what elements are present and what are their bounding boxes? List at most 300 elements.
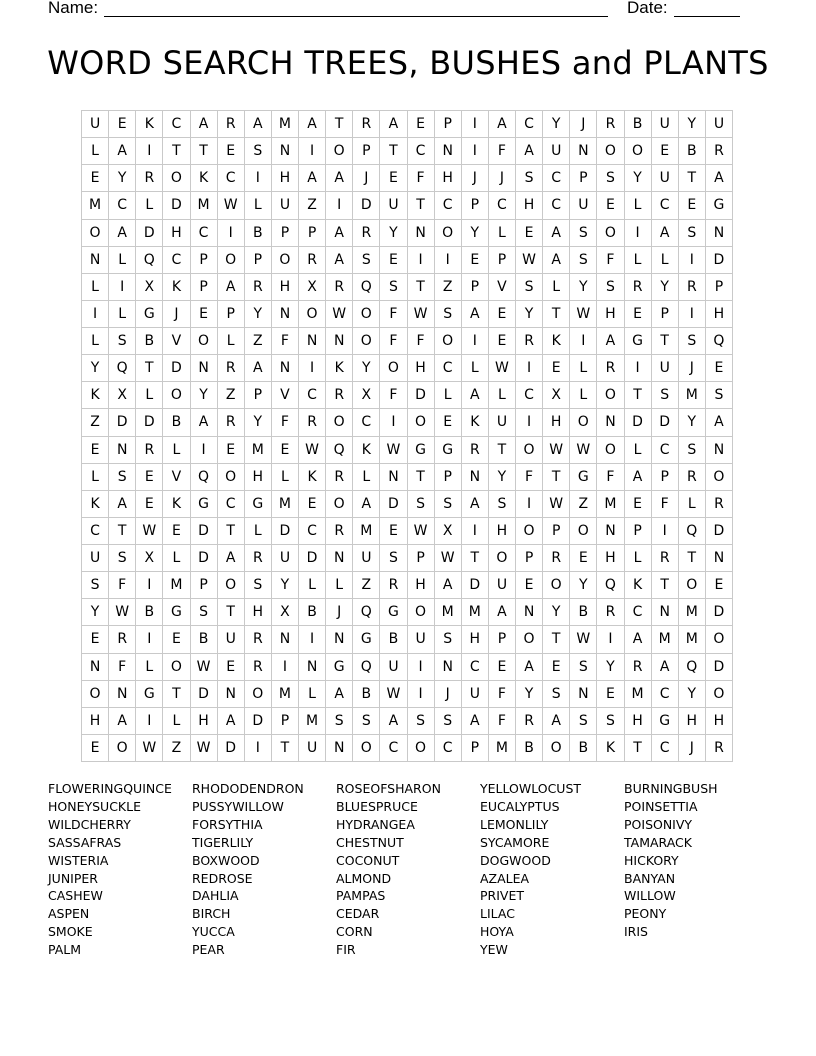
grid-cell[interactable]: N [570, 681, 597, 708]
grid-cell[interactable]: S [679, 437, 706, 464]
grid-cell[interactable]: W [570, 437, 597, 464]
grid-cell[interactable]: P [625, 518, 652, 545]
grid-cell[interactable]: M [272, 491, 299, 518]
grid-cell[interactable]: F [489, 138, 516, 165]
grid-cell[interactable]: M [652, 626, 679, 653]
grid-cell[interactable]: Q [353, 654, 380, 681]
grid-cell[interactable]: W [326, 301, 353, 328]
grid-cell[interactable]: A [299, 165, 326, 192]
grid-cell[interactable]: J [435, 681, 462, 708]
grid-cell[interactable]: U [570, 192, 597, 219]
grid-cell[interactable]: I [516, 355, 543, 382]
grid-cell[interactable]: P [543, 518, 570, 545]
grid-cell[interactable]: O [299, 301, 326, 328]
grid-cell[interactable]: N [272, 355, 299, 382]
grid-cell[interactable]: L [299, 681, 326, 708]
grid-cell[interactable]: A [652, 654, 679, 681]
grid-cell[interactable]: A [462, 491, 489, 518]
grid-cell[interactable]: E [570, 545, 597, 572]
grid-cell[interactable]: G [136, 301, 163, 328]
grid-cell[interactable]: S [570, 654, 597, 681]
grid-cell[interactable]: E [489, 654, 516, 681]
grid-cell[interactable]: R [353, 111, 380, 138]
date-field[interactable] [674, 16, 740, 17]
grid-cell[interactable]: E [679, 192, 706, 219]
grid-cell[interactable]: I [435, 247, 462, 274]
grid-cell[interactable]: W [570, 301, 597, 328]
grid-cell[interactable]: E [597, 681, 624, 708]
grid-cell[interactable]: W [136, 735, 163, 762]
grid-cell[interactable]: O [706, 464, 733, 491]
grid-cell[interactable]: A [597, 328, 624, 355]
grid-cell[interactable]: C [299, 518, 326, 545]
grid-cell[interactable]: I [218, 220, 245, 247]
grid-cell[interactable]: K [597, 735, 624, 762]
grid-cell[interactable]: J [353, 165, 380, 192]
grid-cell[interactable]: S [679, 220, 706, 247]
grid-cell[interactable]: O [625, 138, 652, 165]
grid-cell[interactable]: D [245, 708, 272, 735]
grid-cell[interactable]: B [191, 626, 218, 653]
grid-cell[interactable]: E [109, 111, 136, 138]
grid-cell[interactable]: T [652, 328, 679, 355]
grid-cell[interactable]: M [625, 681, 652, 708]
grid-cell[interactable]: K [625, 572, 652, 599]
grid-cell[interactable]: C [516, 111, 543, 138]
grid-cell[interactable]: B [299, 599, 326, 626]
grid-cell[interactable]: N [706, 220, 733, 247]
grid-cell[interactable]: U [218, 626, 245, 653]
grid-cell[interactable]: D [191, 681, 218, 708]
grid-cell[interactable]: D [163, 355, 190, 382]
grid-cell[interactable]: O [543, 572, 570, 599]
grid-cell[interactable]: E [706, 355, 733, 382]
grid-cell[interactable]: Y [570, 274, 597, 301]
grid-cell[interactable]: A [435, 572, 462, 599]
grid-cell[interactable]: R [245, 626, 272, 653]
grid-cell[interactable]: W [516, 247, 543, 274]
grid-cell[interactable]: I [408, 681, 435, 708]
grid-cell[interactable]: V [163, 328, 190, 355]
grid-cell[interactable]: O [408, 409, 435, 436]
grid-cell[interactable]: T [625, 735, 652, 762]
grid-cell[interactable]: E [380, 518, 407, 545]
grid-cell[interactable]: S [109, 464, 136, 491]
grid-cell[interactable]: D [353, 192, 380, 219]
grid-cell[interactable]: R [679, 274, 706, 301]
grid-cell[interactable]: O [597, 138, 624, 165]
grid-cell[interactable]: C [163, 247, 190, 274]
grid-cell[interactable]: H [597, 545, 624, 572]
grid-cell[interactable]: I [245, 165, 272, 192]
grid-cell[interactable]: M [679, 626, 706, 653]
grid-cell[interactable]: L [625, 247, 652, 274]
grid-cell[interactable]: Q [597, 572, 624, 599]
grid-cell[interactable]: C [218, 165, 245, 192]
grid-cell[interactable]: M [435, 599, 462, 626]
grid-cell[interactable]: O [435, 220, 462, 247]
grid-cell[interactable]: G [380, 599, 407, 626]
grid-cell[interactable]: A [652, 220, 679, 247]
grid-cell[interactable]: Y [489, 464, 516, 491]
grid-cell[interactable]: E [625, 301, 652, 328]
grid-cell[interactable]: Q [191, 464, 218, 491]
grid-cell[interactable]: F [408, 328, 435, 355]
grid-cell[interactable]: E [380, 247, 407, 274]
grid-cell[interactable]: P [191, 572, 218, 599]
grid-cell[interactable]: A [299, 111, 326, 138]
grid-cell[interactable]: R [543, 545, 570, 572]
grid-cell[interactable]: E [163, 626, 190, 653]
grid-cell[interactable]: O [570, 518, 597, 545]
grid-cell[interactable]: E [191, 301, 218, 328]
grid-cell[interactable]: D [652, 409, 679, 436]
grid-cell[interactable]: D [191, 545, 218, 572]
grid-cell[interactable]: S [652, 382, 679, 409]
grid-cell[interactable]: E [272, 437, 299, 464]
grid-cell[interactable]: I [136, 138, 163, 165]
grid-cell[interactable]: T [652, 572, 679, 599]
grid-cell[interactable]: W [408, 518, 435, 545]
grid-cell[interactable]: O [543, 735, 570, 762]
grid-cell[interactable]: R [136, 437, 163, 464]
grid-cell[interactable]: R [679, 464, 706, 491]
grid-cell[interactable]: U [543, 138, 570, 165]
grid-cell[interactable]: Z [353, 572, 380, 599]
grid-cell[interactable]: J [462, 165, 489, 192]
grid-cell[interactable]: A [245, 355, 272, 382]
grid-cell[interactable]: P [706, 274, 733, 301]
grid-cell[interactable]: F [597, 247, 624, 274]
grid-cell[interactable]: B [380, 626, 407, 653]
grid-cell[interactable]: O [353, 735, 380, 762]
grid-cell[interactable]: W [408, 301, 435, 328]
grid-cell[interactable]: I [299, 626, 326, 653]
grid-cell[interactable]: I [136, 572, 163, 599]
grid-cell[interactable]: I [679, 247, 706, 274]
grid-cell[interactable]: H [245, 599, 272, 626]
grid-cell[interactable]: Q [326, 437, 353, 464]
grid-cell[interactable]: I [272, 654, 299, 681]
grid-cell[interactable]: U [82, 111, 109, 138]
grid-cell[interactable]: A [543, 247, 570, 274]
grid-cell[interactable]: N [435, 654, 462, 681]
grid-cell[interactable]: N [706, 545, 733, 572]
grid-cell[interactable]: P [245, 247, 272, 274]
grid-cell[interactable]: O [353, 328, 380, 355]
grid-cell[interactable]: O [82, 681, 109, 708]
grid-cell[interactable]: Y [597, 654, 624, 681]
grid-cell[interactable]: L [82, 464, 109, 491]
grid-cell[interactable]: B [516, 735, 543, 762]
grid-cell[interactable]: T [380, 138, 407, 165]
grid-cell[interactable]: O [218, 464, 245, 491]
grid-cell[interactable]: E [516, 220, 543, 247]
grid-cell[interactable]: E [136, 464, 163, 491]
grid-cell[interactable]: I [326, 192, 353, 219]
grid-cell[interactable]: A [109, 708, 136, 735]
grid-cell[interactable]: F [489, 708, 516, 735]
grid-cell[interactable]: N [272, 138, 299, 165]
grid-cell[interactable]: E [489, 328, 516, 355]
grid-cell[interactable]: E [380, 165, 407, 192]
grid-cell[interactable]: M [191, 192, 218, 219]
grid-cell[interactable]: W [543, 491, 570, 518]
grid-cell[interactable]: O [489, 545, 516, 572]
grid-cell[interactable]: M [489, 735, 516, 762]
grid-cell[interactable]: K [543, 328, 570, 355]
grid-cell[interactable]: Y [82, 355, 109, 382]
grid-cell[interactable]: S [408, 708, 435, 735]
grid-cell[interactable]: S [245, 572, 272, 599]
grid-cell[interactable]: Q [679, 654, 706, 681]
grid-cell[interactable]: X [109, 382, 136, 409]
grid-cell[interactable]: X [435, 518, 462, 545]
grid-cell[interactable]: P [191, 247, 218, 274]
grid-cell[interactable]: R [326, 518, 353, 545]
grid-cell[interactable]: I [136, 626, 163, 653]
grid-cell[interactable]: U [652, 165, 679, 192]
grid-cell[interactable]: B [353, 681, 380, 708]
grid-cell[interactable]: Y [679, 409, 706, 436]
grid-cell[interactable]: R [326, 464, 353, 491]
grid-cell[interactable]: N [109, 437, 136, 464]
grid-cell[interactable]: X [136, 274, 163, 301]
grid-cell[interactable]: D [706, 518, 733, 545]
grid-cell[interactable]: P [408, 545, 435, 572]
grid-cell[interactable]: R [245, 274, 272, 301]
grid-cell[interactable]: D [191, 518, 218, 545]
grid-cell[interactable]: A [109, 138, 136, 165]
grid-cell[interactable]: M [462, 599, 489, 626]
grid-cell[interactable]: A [326, 681, 353, 708]
grid-cell[interactable]: U [706, 111, 733, 138]
grid-cell[interactable]: C [218, 491, 245, 518]
grid-cell[interactable]: Z [163, 735, 190, 762]
grid-cell[interactable]: H [679, 708, 706, 735]
grid-cell[interactable]: A [109, 491, 136, 518]
grid-cell[interactable]: I [380, 409, 407, 436]
grid-cell[interactable]: N [326, 328, 353, 355]
grid-cell[interactable]: A [109, 220, 136, 247]
grid-cell[interactable]: O [163, 654, 190, 681]
grid-cell[interactable]: C [82, 518, 109, 545]
grid-cell[interactable]: C [652, 192, 679, 219]
grid-cell[interactable]: C [435, 192, 462, 219]
grid-cell[interactable]: R [245, 654, 272, 681]
grid-cell[interactable]: E [218, 437, 245, 464]
grid-cell[interactable]: A [516, 138, 543, 165]
grid-cell[interactable]: X [136, 545, 163, 572]
grid-cell[interactable]: I [191, 437, 218, 464]
grid-cell[interactable]: W [489, 355, 516, 382]
grid-cell[interactable]: O [435, 328, 462, 355]
grid-cell[interactable]: R [597, 599, 624, 626]
grid-cell[interactable]: O [706, 681, 733, 708]
grid-cell[interactable]: O [597, 220, 624, 247]
grid-cell[interactable]: H [272, 274, 299, 301]
grid-cell[interactable]: O [597, 437, 624, 464]
grid-cell[interactable]: D [163, 192, 190, 219]
grid-cell[interactable]: S [326, 708, 353, 735]
grid-cell[interactable]: N [299, 654, 326, 681]
grid-cell[interactable]: H [163, 220, 190, 247]
grid-cell[interactable]: L [625, 437, 652, 464]
grid-cell[interactable]: H [597, 301, 624, 328]
grid-cell[interactable]: Y [353, 355, 380, 382]
grid-cell[interactable]: T [408, 192, 435, 219]
grid-cell[interactable]: T [109, 518, 136, 545]
grid-cell[interactable]: E [489, 301, 516, 328]
grid-cell[interactable]: S [353, 708, 380, 735]
grid-cell[interactable]: B [136, 599, 163, 626]
grid-cell[interactable]: R [652, 545, 679, 572]
grid-cell[interactable]: O [353, 301, 380, 328]
grid-cell[interactable]: M [679, 382, 706, 409]
grid-cell[interactable]: O [326, 138, 353, 165]
grid-cell[interactable]: C [462, 654, 489, 681]
grid-cell[interactable]: W [435, 545, 462, 572]
grid-cell[interactable]: H [191, 708, 218, 735]
grid-cell[interactable]: M [597, 491, 624, 518]
grid-cell[interactable]: M [353, 518, 380, 545]
grid-cell[interactable]: F [380, 301, 407, 328]
grid-cell[interactable]: F [516, 464, 543, 491]
grid-cell[interactable]: E [543, 654, 570, 681]
grid-cell[interactable]: N [272, 626, 299, 653]
grid-cell[interactable]: U [299, 735, 326, 762]
grid-cell[interactable]: L [652, 247, 679, 274]
grid-cell[interactable]: E [82, 165, 109, 192]
grid-cell[interactable]: Q [353, 274, 380, 301]
grid-cell[interactable]: D [380, 491, 407, 518]
grid-cell[interactable]: I [462, 138, 489, 165]
grid-cell[interactable]: L [163, 437, 190, 464]
grid-cell[interactable]: J [489, 165, 516, 192]
grid-cell[interactable]: G [435, 437, 462, 464]
grid-cell[interactable]: U [489, 572, 516, 599]
grid-cell[interactable]: N [326, 545, 353, 572]
grid-cell[interactable]: C [299, 382, 326, 409]
grid-cell[interactable]: R [516, 708, 543, 735]
grid-cell[interactable]: U [652, 111, 679, 138]
grid-cell[interactable]: G [136, 681, 163, 708]
grid-cell[interactable]: B [245, 220, 272, 247]
grid-cell[interactable]: B [679, 138, 706, 165]
grid-cell[interactable]: S [109, 328, 136, 355]
grid-cell[interactable]: A [516, 654, 543, 681]
grid-cell[interactable]: P [353, 138, 380, 165]
grid-cell[interactable]: F [489, 681, 516, 708]
grid-cell[interactable]: K [326, 355, 353, 382]
grid-cell[interactable]: F [272, 328, 299, 355]
grid-cell[interactable]: R [299, 247, 326, 274]
grid-cell[interactable]: E [543, 355, 570, 382]
grid-cell[interactable]: D [299, 545, 326, 572]
grid-cell[interactable]: E [462, 247, 489, 274]
grid-cell[interactable]: F [380, 328, 407, 355]
grid-cell[interactable]: C [543, 192, 570, 219]
grid-cell[interactable]: S [516, 274, 543, 301]
grid-cell[interactable]: H [408, 355, 435, 382]
grid-cell[interactable]: O [408, 599, 435, 626]
grid-cell[interactable]: C [109, 192, 136, 219]
grid-cell[interactable]: U [272, 192, 299, 219]
grid-cell[interactable]: K [353, 437, 380, 464]
grid-cell[interactable]: A [191, 409, 218, 436]
grid-cell[interactable]: I [299, 355, 326, 382]
grid-cell[interactable]: R [706, 138, 733, 165]
grid-cell[interactable]: E [299, 491, 326, 518]
grid-cell[interactable]: T [191, 138, 218, 165]
grid-cell[interactable]: N [408, 220, 435, 247]
grid-cell[interactable]: F [597, 464, 624, 491]
grid-cell[interactable]: L [218, 328, 245, 355]
grid-cell[interactable]: A [489, 599, 516, 626]
grid-cell[interactable]: E [516, 572, 543, 599]
grid-cell[interactable]: L [245, 518, 272, 545]
grid-cell[interactable]: G [353, 626, 380, 653]
grid-cell[interactable]: O [516, 518, 543, 545]
grid-cell[interactable]: I [516, 491, 543, 518]
grid-cell[interactable]: Q [679, 518, 706, 545]
grid-cell[interactable]: U [380, 654, 407, 681]
grid-cell[interactable]: J [570, 111, 597, 138]
grid-cell[interactable]: L [299, 572, 326, 599]
grid-cell[interactable]: Y [245, 301, 272, 328]
grid-cell[interactable]: C [353, 409, 380, 436]
grid-cell[interactable]: C [380, 735, 407, 762]
grid-cell[interactable]: W [570, 626, 597, 653]
grid-cell[interactable]: T [163, 138, 190, 165]
grid-cell[interactable]: O [679, 572, 706, 599]
grid-cell[interactable]: T [543, 464, 570, 491]
grid-cell[interactable]: V [489, 274, 516, 301]
grid-cell[interactable]: Q [136, 247, 163, 274]
grid-cell[interactable]: E [408, 111, 435, 138]
grid-cell[interactable]: H [82, 708, 109, 735]
grid-cell[interactable]: R [218, 111, 245, 138]
grid-cell[interactable]: I [462, 518, 489, 545]
grid-cell[interactable]: T [543, 301, 570, 328]
grid-cell[interactable]: I [299, 138, 326, 165]
grid-cell[interactable]: D [462, 572, 489, 599]
grid-cell[interactable]: I [679, 301, 706, 328]
grid-cell[interactable]: X [543, 382, 570, 409]
grid-cell[interactable]: D [706, 654, 733, 681]
grid-cell[interactable]: S [570, 708, 597, 735]
grid-cell[interactable]: P [218, 301, 245, 328]
grid-cell[interactable]: M [245, 437, 272, 464]
grid-cell[interactable]: J [679, 735, 706, 762]
grid-cell[interactable]: H [272, 165, 299, 192]
grid-cell[interactable]: C [435, 735, 462, 762]
grid-cell[interactable]: R [380, 572, 407, 599]
grid-cell[interactable]: E [136, 491, 163, 518]
grid-cell[interactable]: G [570, 464, 597, 491]
grid-cell[interactable]: A [543, 708, 570, 735]
grid-cell[interactable]: E [82, 735, 109, 762]
grid-cell[interactable]: R [218, 355, 245, 382]
grid-cell[interactable]: X [353, 382, 380, 409]
grid-cell[interactable]: C [163, 111, 190, 138]
grid-cell[interactable]: W [109, 599, 136, 626]
grid-cell[interactable]: N [570, 138, 597, 165]
grid-cell[interactable]: Y [570, 572, 597, 599]
grid-cell[interactable]: Z [570, 491, 597, 518]
grid-cell[interactable]: O [516, 437, 543, 464]
name-field[interactable] [104, 16, 608, 17]
